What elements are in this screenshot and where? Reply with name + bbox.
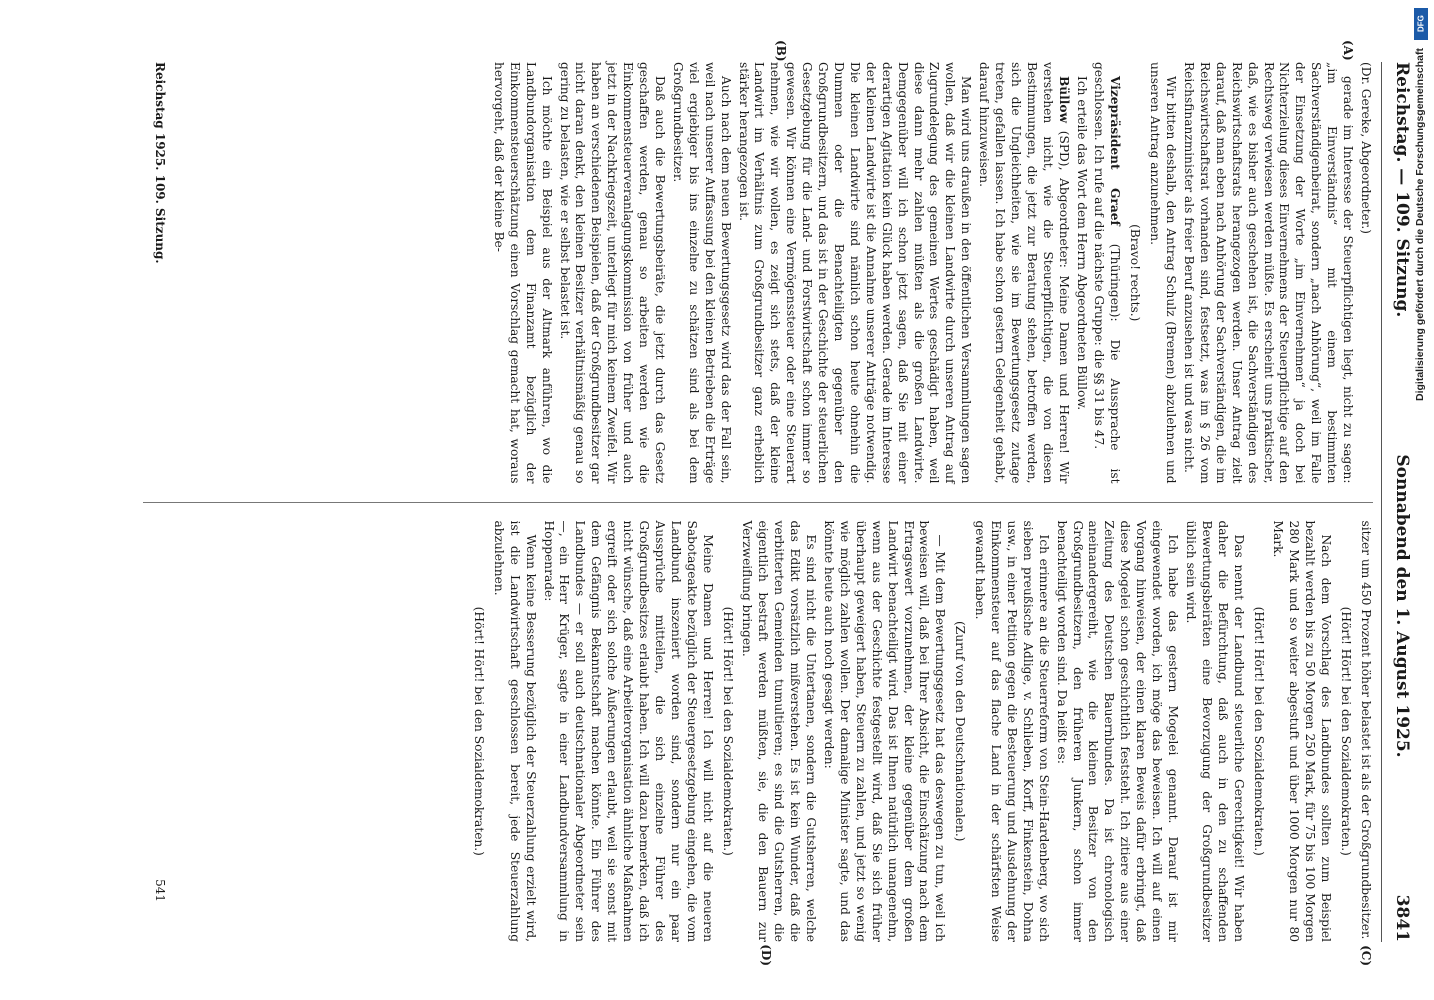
paragraph: Büllow (SPD), Abgeordneter: Meine Damen und Herren! Wir verstehen nicht, wie die Steuerpflichtigen, die von diesen Bestimmungen, die jetzt zur Beratung stehen, betroffen werden, sich die Ungleichheiten, wie sie im Bewertungsgesetz zutage treten, gefallen lassen. Ich habe schon gestern Gelegenheit gehabt, darauf hinzuweisen. (977, 62, 1071, 484)
paragraph: gerade im Interesse der Steuerpflichtigen liegt, nicht zu sagen: „im Einverständnis“ mit einem bestimmten Sachverständigenbeirat, sondern „nach Anhörung“, weil im Falle der Einsetzung der Worte „im Einvernehmen“ ja doch bei Nichterzielung dieses Einvernehmens der Steuerpflichtige auf den Rechtsweg verwiesen werden müßte. Es erscheint uns praktischer, daß, wie es bisher auch geschehen ist, die Sachverständigen des Reichswirtschaftsrats herangezogen werden. Unser Antrag zielt darauf, daß man eben nach Anhörung der Sachverständigen, die im Reichswirtschaftsrat vorhanden sind, festsetzt, was im § 26 vom Reichsfinanzminister als freier Beruf anzusehen ist und was nicht. (1182, 62, 1356, 484)
margin-marker-b: (B) (774, 40, 788, 62)
text-columns (143, 40, 1373, 966)
paragraph: Auch nach dem neuen Bewertungsgesetz wird das der Fall sein, weil nach unserer Auffassung bei den kleinen Betrieben die Erträge viel ergiebiger bis ins einzelne zu schätzen sind als bei dem Großgrundbesitzer. (670, 62, 733, 484)
paragraph: — Mit dem Bewertungsgesetz hat das deswegen zu tun, weil ich beweisen will, daß bei Ihrer Absicht, die Einschätzung nach dem Ertragswert vorzunehmen, der kleine gegenüber dem großen Landwirt benachteiligt wird. Das ist Ihnen natürlich unangenehm, wenn aus der Geschichte festgestellt wird, daß Sie sich früher überhaupt geweigert haben, Steuern zu zahlen, und jetzt so wenig wie möglich zahlen wollen. Der damalige Minister sagte, und das könnte heute auch noch gesagt werden: (822, 520, 948, 942)
paragraph: Ich habe das gestern Mogelei genannt. Darauf ist mir eingewendet worden, ich möge das beweisen. Ich will auf einen Vorgang hinweisen, der einen klaren Beweis dafür erbringt, daß diese Mogelei schon geschichtlich feststeht. Ich zitiere aus einer Zeitung des Deutschen Bauernbundes. Da ist chronologisch aneinandergereiht, wie die kleinen Besitzer von den Großgrundbesitzern, den früheren Junkern, schon immer benachteiligt worden sind. Da heißt es: (1054, 520, 1181, 942)
scanned-page-area (88, 40, 1426, 966)
speaker-name: Büllow (1056, 76, 1071, 124)
header-date: Sonnabend den 1. August 1925. (1392, 454, 1412, 758)
quotation: Es sind nicht die Untertanen, sondern die Gutsherren, welche das Edikt vorsätzlich mißverstehen. Es ist kein Wunder, daß die verbitterten Gemeinden tumultieren; es sind die Gutsherren, die eigentlich bestraft werden müßten, sie, die den Bauern zur Verzweiflung bringen. (740, 520, 819, 942)
paragraph: Daß auch die Bewertungsbeiräte, die jetzt durch das Gesetz geschaffen werden, genau so arbeiten werden wie die Einkommensteuerveranlagungskommission von früher und auch jetzt in der Nachkriegszeit, unterliegt für mich keinem Zweifel. Wir haben an verschiedenen Beispielen, daß der Großgrundbesitzer gar nicht daran denkt, den kleinen Besitzer verhältnismäßig genau so gering zu belasten, wie er selbst belastet ist. (557, 62, 668, 484)
interjection: (Hört! Hört! bei den Sozialdemokraten.) (720, 606, 735, 856)
quotation: Wenn keine Besserung bezüglich der Steuerzahlung erzielt wird, ist die Landwirtschaft geschlossen bereit, jede Steuerzahlung abzulehnen. (491, 520, 538, 942)
paragraph: Nach dem Vorschlag des Landbundes sollten zum Beispiel bezahlt werden bis zu 50 Morgen 250 Mark, für 75 bis 100 Morgen 280 Mark und so weiter abgestuft und über 1000 Morgen nur 80 Mark. (1271, 520, 1334, 942)
interjection: (Zuruf von den Deutschnationalen.) (953, 621, 968, 842)
paragraph: Meine Damen und Herren! Ich will nicht auf die neueren Sabotageakte bezüglich der Steuergesetzgebung eingehen, die vom Landbund inszeniert worden sind, sondern nur ein paar Aussprüche mitteilen, die sich einzelne Führer des Großgrundbesitzes erlaubt haben. Ich will dazu bemerken, daß ich nicht wünsche, daß eine Arbeiterorganisation ähnliche Maßnahmen ergreift oder sich solche Äußerungen erlaubt, weil sie sonst mit dem Gefängnis Bekanntschaft machen könnte. Ein Führer des Landbundes — er soll auch deutschnationaler Abgeordneter sein —, ein Herr Krüger, sagte in einer Landbundversammlung in Hoppenrade: (541, 520, 715, 942)
column-divider (143, 502, 1373, 503)
interjection: (Hört! Hört! bei den Sozialdemokraten.) (1339, 606, 1354, 856)
footer-session: Reichstag 1925. 109. Sitzung. (152, 62, 167, 264)
margin-marker-d: (D) (759, 944, 773, 966)
margin-marker-a: (A) (1341, 40, 1355, 61)
speaker-name: Vizepräsident Graef (1108, 76, 1123, 226)
paragraph: Man wird uns draußen in den öffentlichen Versammlungen sagen wollen, daß wir die kleinen Landwirte durch unseren Antrag auf Zugrundelegung des gemeinen Wertes geschädigt haben, weil diese dann mehr zahlen müßten als die großen Landwirte. Demgegenüber will ich schon jetzt sagen, daß Sie mit einer derartigen Agitation kein Glück haben werden. Gerade im Interesse der kleinen Landwirte ist die Annahme unserer Anträge notwendig. Die kleinen Landwirte sind nämlich schon heute ohnehin die Dummen oder die Benachteiligten gegenüber den Großgrundbesitzern, und das ist in der Geschichte der steuerlichen Gesetzgebung für die Land- und Forstwirtschaft schon immer so gewesen. Wir können eine Vermögenssteuer oder eine Steuerart nehmen, wie wir wollen, es zeigt sich stets, daß der kleine Landwirt im Verhältnis zum Großgrundbesitzer ganz erheblich stärker herangezogen ist. (736, 62, 974, 484)
paragraph: sitzer um 450 Prozent höher belastet ist als der Großgrundbesitzer. (1359, 520, 1373, 940)
quotation: Ich erinnere an die Steuerreform von Stein-Hardenberg, wo sich sieben preußische Adlige, v. Schlieben, Korff, Finkenstein, Dohna usw., in einer Petition gegen die Besteuerung und Ausdehnung der Einkommensteuer auf das flache Land in der schärfsten Weise gewandt haben. (973, 520, 1051, 942)
dfg-logo: DFG (1414, 8, 1428, 40)
page-header (1381, 62, 1412, 942)
paragraph: Wir bitten deshalb, den Antrag Schulz (Bremen) abzulehnen und unseren Antrag anzunehmen. (1148, 62, 1179, 484)
paragraph: Ich möchte ein Beispiel aus der Altmark anführen, wo die Landbundorganisation dem Finanzamt bezüglich der Einkommensteuerschätzung einen Vorschlag gemacht hat, woraus hervorgeht, daß der kleine Be- (491, 62, 554, 484)
paragraph: Das nennt der Landbund steuerliche Gerechtigkeit! Wir haben daher die Befürchtung, daß auch in den zu schaffenden Bewertungsbeiräten eine Bevorzugung der Großgrundbesitzer üblich sein wird. (1183, 520, 1246, 942)
interjection: (Hört! Hört! bei den Sozialdemokraten.) (1251, 606, 1266, 856)
paragraph: Ich erteile das Wort dem Herrn Abgeordneten Büllow. (1074, 76, 1089, 411)
interjection: (Hört! Hört! bei den Sozialdemokraten.) (471, 606, 486, 856)
header-page-number: 3841 (1392, 894, 1412, 942)
folio-number: 541 (152, 879, 167, 902)
column-right (143, 520, 1373, 966)
funding-credit: Digitalisierung gefördert durch die Deutsche Forschungsgemeinschaft (1414, 48, 1426, 401)
margin-marker-c: (C) (1359, 945, 1373, 966)
column-left (143, 40, 1373, 484)
speaker-continuation: (Dr. Gereke, Abgeordneter.) (1359, 62, 1373, 234)
interjection: (Bravo! rechts.) (1128, 224, 1143, 322)
protocol-page (88, 40, 1418, 966)
header-session: Reichstag. — 109. Sitzung. (1392, 62, 1412, 318)
paragraph: Vizepräsident Graef (Thüringen): Die Aussprache ist geschlossen. Ich rufe auf die nächste Gruppe: die §§ 31 bis 47. (1092, 62, 1123, 484)
